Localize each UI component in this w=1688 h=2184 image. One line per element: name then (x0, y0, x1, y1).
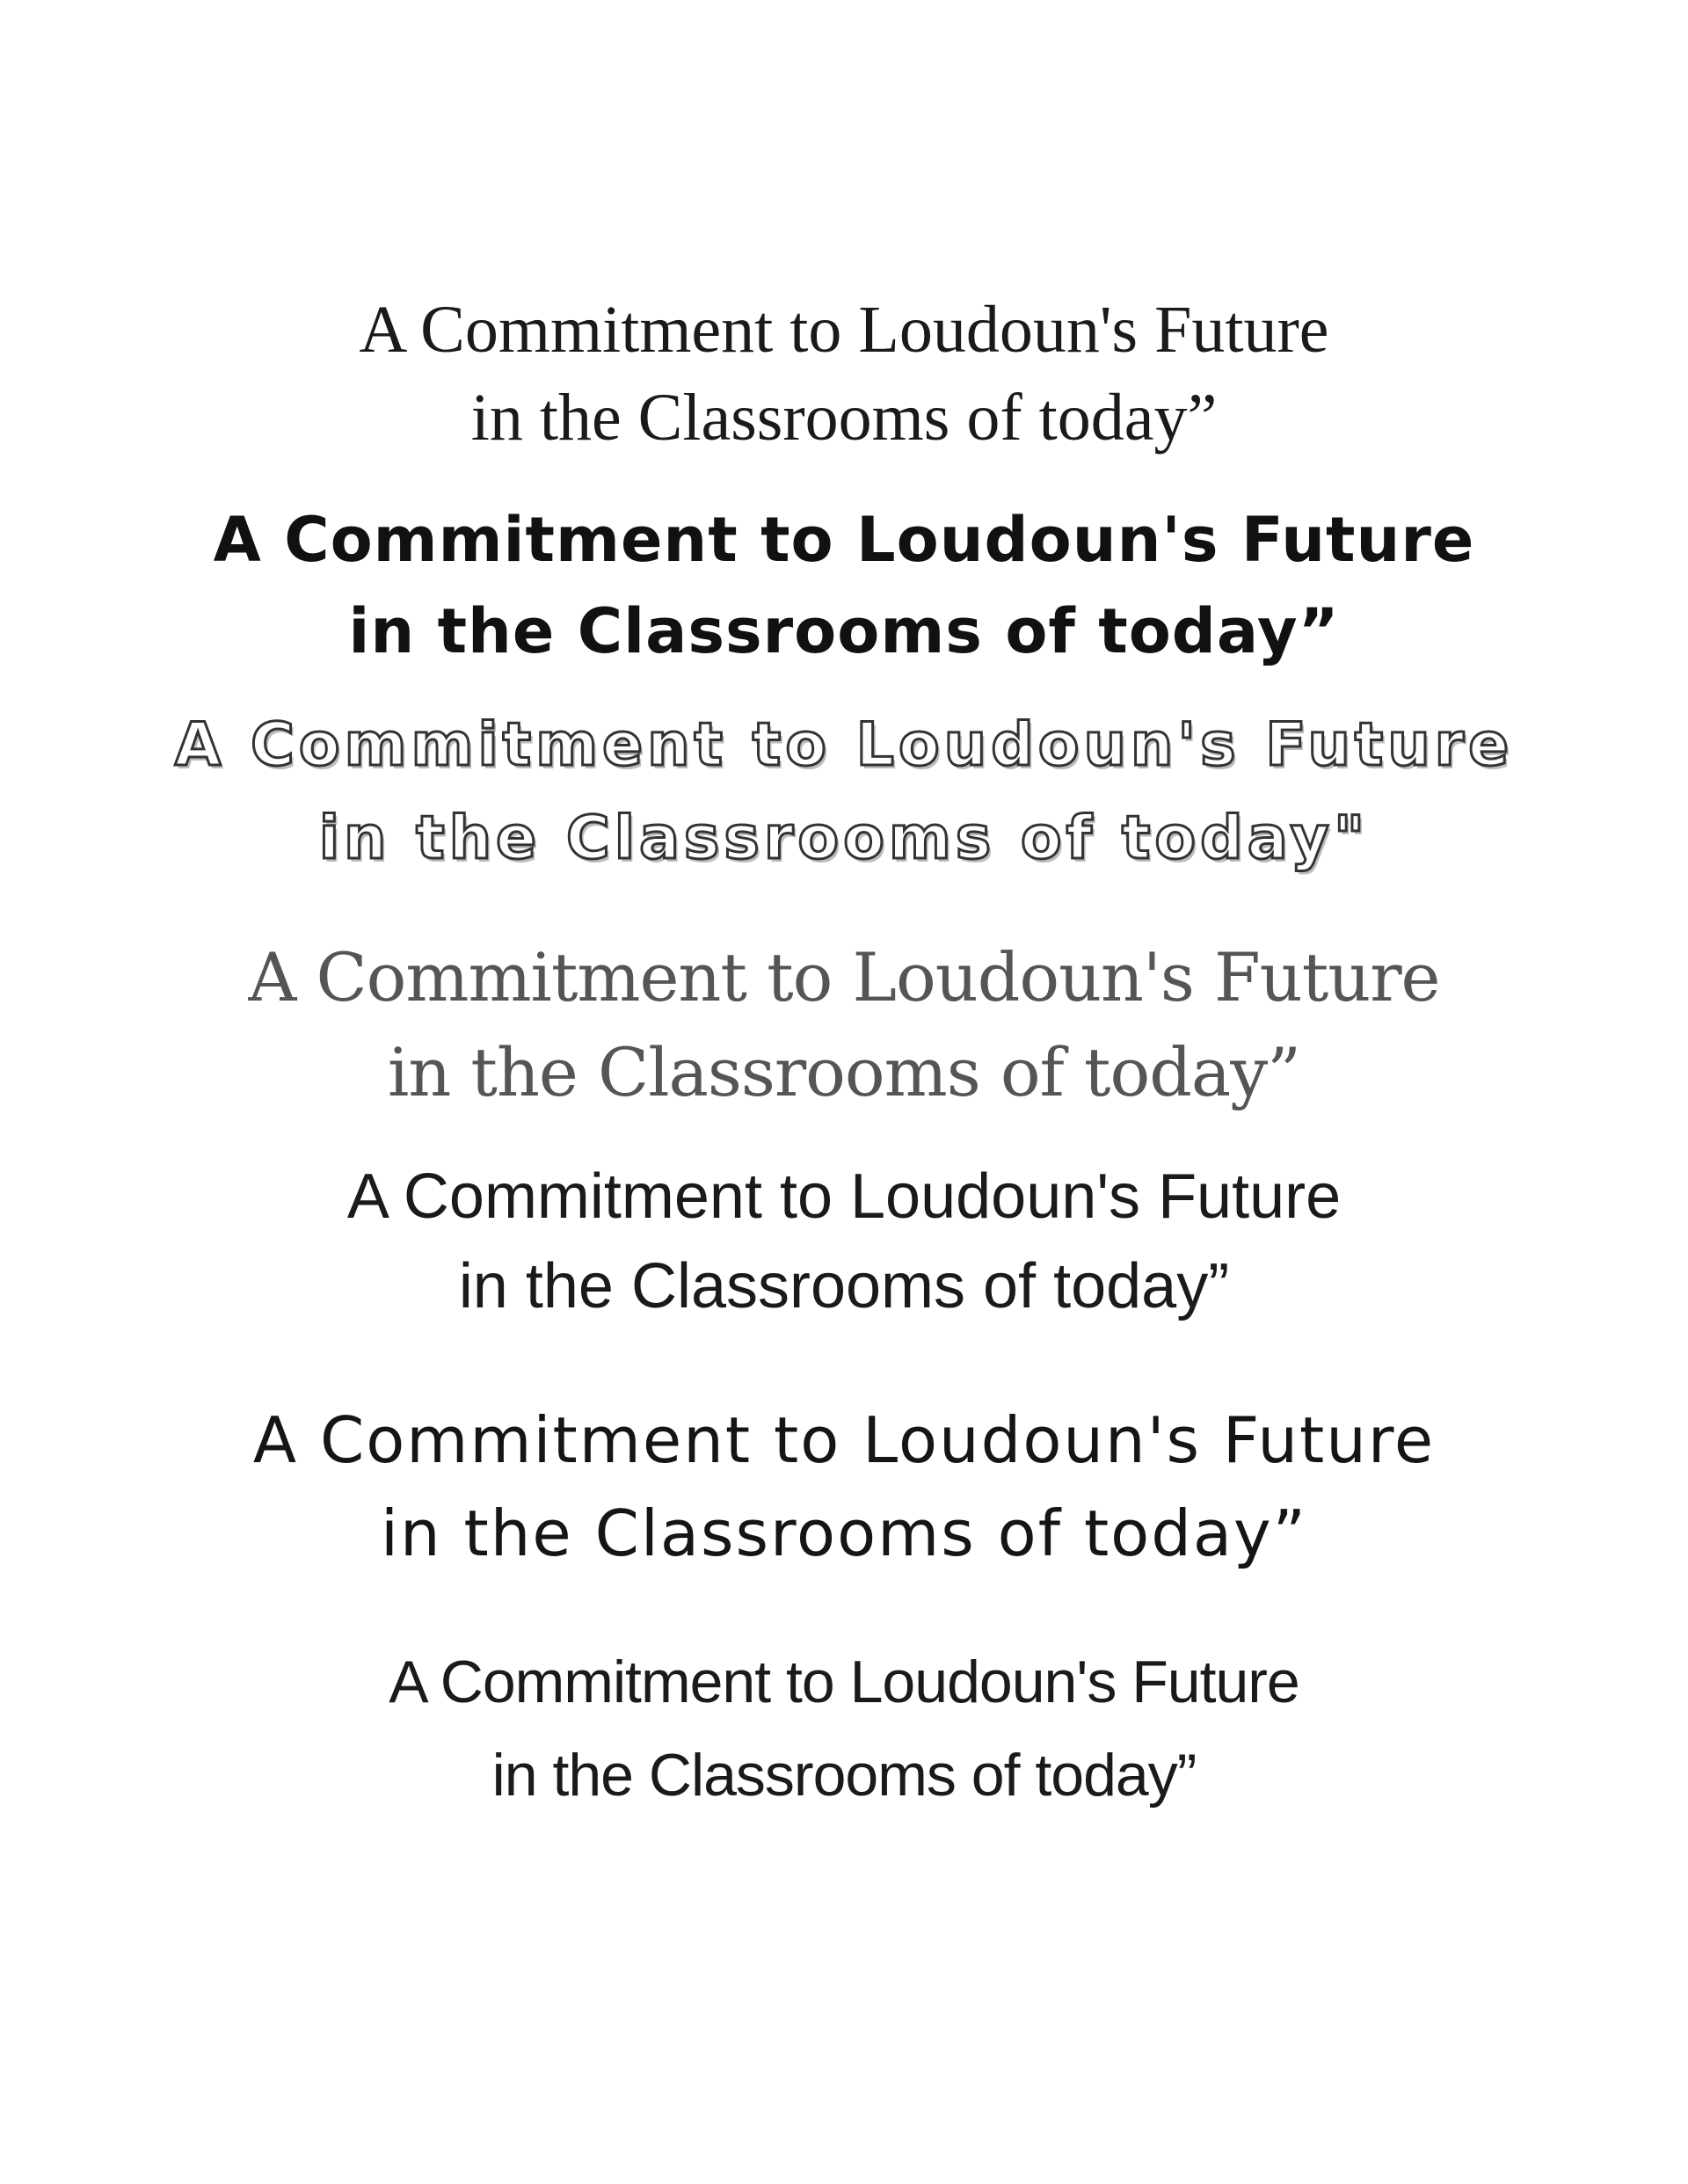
font-sample-condensed-sans (0, 1635, 1688, 1822)
font-sample-light-serif (0, 930, 1688, 1120)
font-sample-geometric-sans (0, 1152, 1688, 1331)
font-sample-comic (0, 1394, 1688, 1580)
sample-line-2: in the Classrooms of today” (348, 595, 1340, 667)
font-sample-outline (0, 699, 1688, 885)
sample-line-2: in the Classrooms of today” (491, 1742, 1197, 1809)
sample-line-2: in the Classrooms of today” (458, 1251, 1230, 1321)
sample-line-2: in the Classrooms of today" (318, 804, 1370, 873)
sample-line-1: A Commitment to Loudoun's Future (346, 1161, 1342, 1232)
sample-line-1: A Commitment to Loudoun's Future (213, 504, 1475, 576)
sample-line-1: A Commitment to Loudoun's Future (174, 710, 1514, 780)
sample-line-1: A Commitment to Loudoun's Future (359, 293, 1329, 367)
sample-line-2: in the Classrooms of today” (388, 1033, 1300, 1111)
sample-line-2: in the Classrooms of today” (381, 1496, 1307, 1570)
font-sample-serif (0, 286, 1688, 462)
font-sample-heavy-bold (0, 494, 1688, 677)
sample-line-1: A Commitment to Loudoun's Future (252, 1403, 1436, 1477)
sample-line-2: in the Classrooms of today” (470, 381, 1218, 455)
sample-line-1: A Commitment to Loudoun's Future (248, 938, 1440, 1016)
sample-line-1: A Commitment to Loudoun's Future (389, 1649, 1299, 1715)
